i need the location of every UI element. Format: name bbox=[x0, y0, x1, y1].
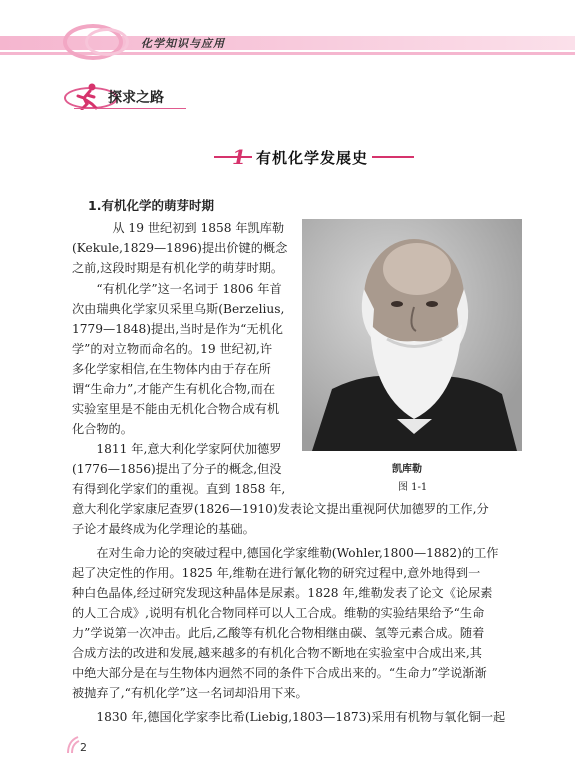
text-line: 种白色晶体,经过研究发现这种晶体是尿素。1828 年,维勒发表了论文《论尿素 bbox=[72, 586, 493, 600]
text-line: 1830 年,德国化学家李比希(Liebig,1803—1873)采用有机物与氧化铜一起 bbox=[72, 710, 506, 724]
chapter-title: 有机化学发展史 bbox=[252, 147, 372, 168]
text-line: 之前,这段时期是有机化学的萌芽时期。 bbox=[72, 261, 284, 275]
text-line: 学”的对立物而命名的。19 世纪初,许 bbox=[72, 342, 273, 356]
running-figure-icon bbox=[72, 82, 102, 110]
text-line: (1776—1856)提出了分子的概念,但没 bbox=[72, 462, 282, 476]
text-line: 1779—1848)提出,当时是作为“无机化 bbox=[72, 322, 283, 336]
text-line: 化合物的。 bbox=[72, 422, 133, 436]
section-tag-label: 探求之路 bbox=[108, 90, 164, 106]
header-ring-decoration-inner bbox=[85, 28, 129, 56]
text-line: 从 19 世纪初到 1858 年凯库勒 bbox=[88, 221, 285, 235]
text-line: 在对生命力论的突破过程中,德国化学家维勒(Wohler,1800—1882)的工作 bbox=[72, 546, 499, 560]
text-line: 谓“生命力”,才能产生有机化合物,而在 bbox=[72, 382, 276, 396]
text-line: 次由瑞典化学家贝采里乌斯(Berzelius, bbox=[72, 302, 285, 316]
text-line: 有得到化学家们的重视。直到 1858 年, bbox=[72, 482, 286, 496]
text-line: 合成方法的改进和发展,越来越多的有机化合物不断地在实验室中合成出来,其 bbox=[72, 646, 482, 660]
tag-underline bbox=[74, 108, 186, 109]
text-line: 被抛弃了,“有机化学”这一名词却沿用下来。 bbox=[72, 686, 308, 700]
text-line: 意大利化学家康尼查罗(1826—1910)发表论文提出重视阿伏加德罗的工作,分 bbox=[72, 502, 489, 516]
text-line: 多化学家相信,在生物体内由于存在所 bbox=[72, 362, 271, 376]
text-line: 子论才最终成为化学理论的基础。 bbox=[72, 522, 255, 536]
text-line: 1811 年,意大利化学家阿伏加德罗 bbox=[72, 442, 282, 456]
text-line: (Kekule,1829—1896)提出价键的概念 bbox=[72, 241, 288, 255]
figure-caption-name: 凯库勒 bbox=[392, 464, 422, 475]
figure-caption-number: 图 1-1 bbox=[398, 482, 428, 493]
text-line: 实验室里是不能由无机化合物合成有机 bbox=[72, 402, 280, 416]
running-header-title: 化学知识与应用 bbox=[141, 37, 225, 50]
text-line: 的人工合成》,说明有机化合物同样可以人工合成。维勒的实验结果给予“生命 bbox=[72, 606, 485, 620]
chapter-heading bbox=[214, 142, 414, 172]
chapter-number: 1 bbox=[232, 145, 246, 169]
page-corner-decoration bbox=[66, 735, 80, 755]
text-line: 中绝大部分是在与生物体内迥然不同的条件下合成出来的。“生命力”学说渐渐 bbox=[72, 666, 487, 680]
portrait-illustration bbox=[302, 219, 522, 451]
page-number: 2 bbox=[80, 741, 87, 754]
subheading: 1.有机化学的萌芽时期 bbox=[88, 198, 214, 213]
text-line: 起了决定性的作用。1825 年,维勒在进行氰化物的研究过程中,意外地得到一 bbox=[72, 566, 481, 580]
text-line: 力”学说第一次冲击。此后,乙酸等有机化合物相继由碳、氢等元素合成。随着 bbox=[72, 626, 485, 640]
section-tag bbox=[64, 84, 184, 110]
text-line: “有机化学”这一名词于 1806 年首 bbox=[72, 282, 282, 296]
portrait-photo bbox=[302, 219, 522, 451]
